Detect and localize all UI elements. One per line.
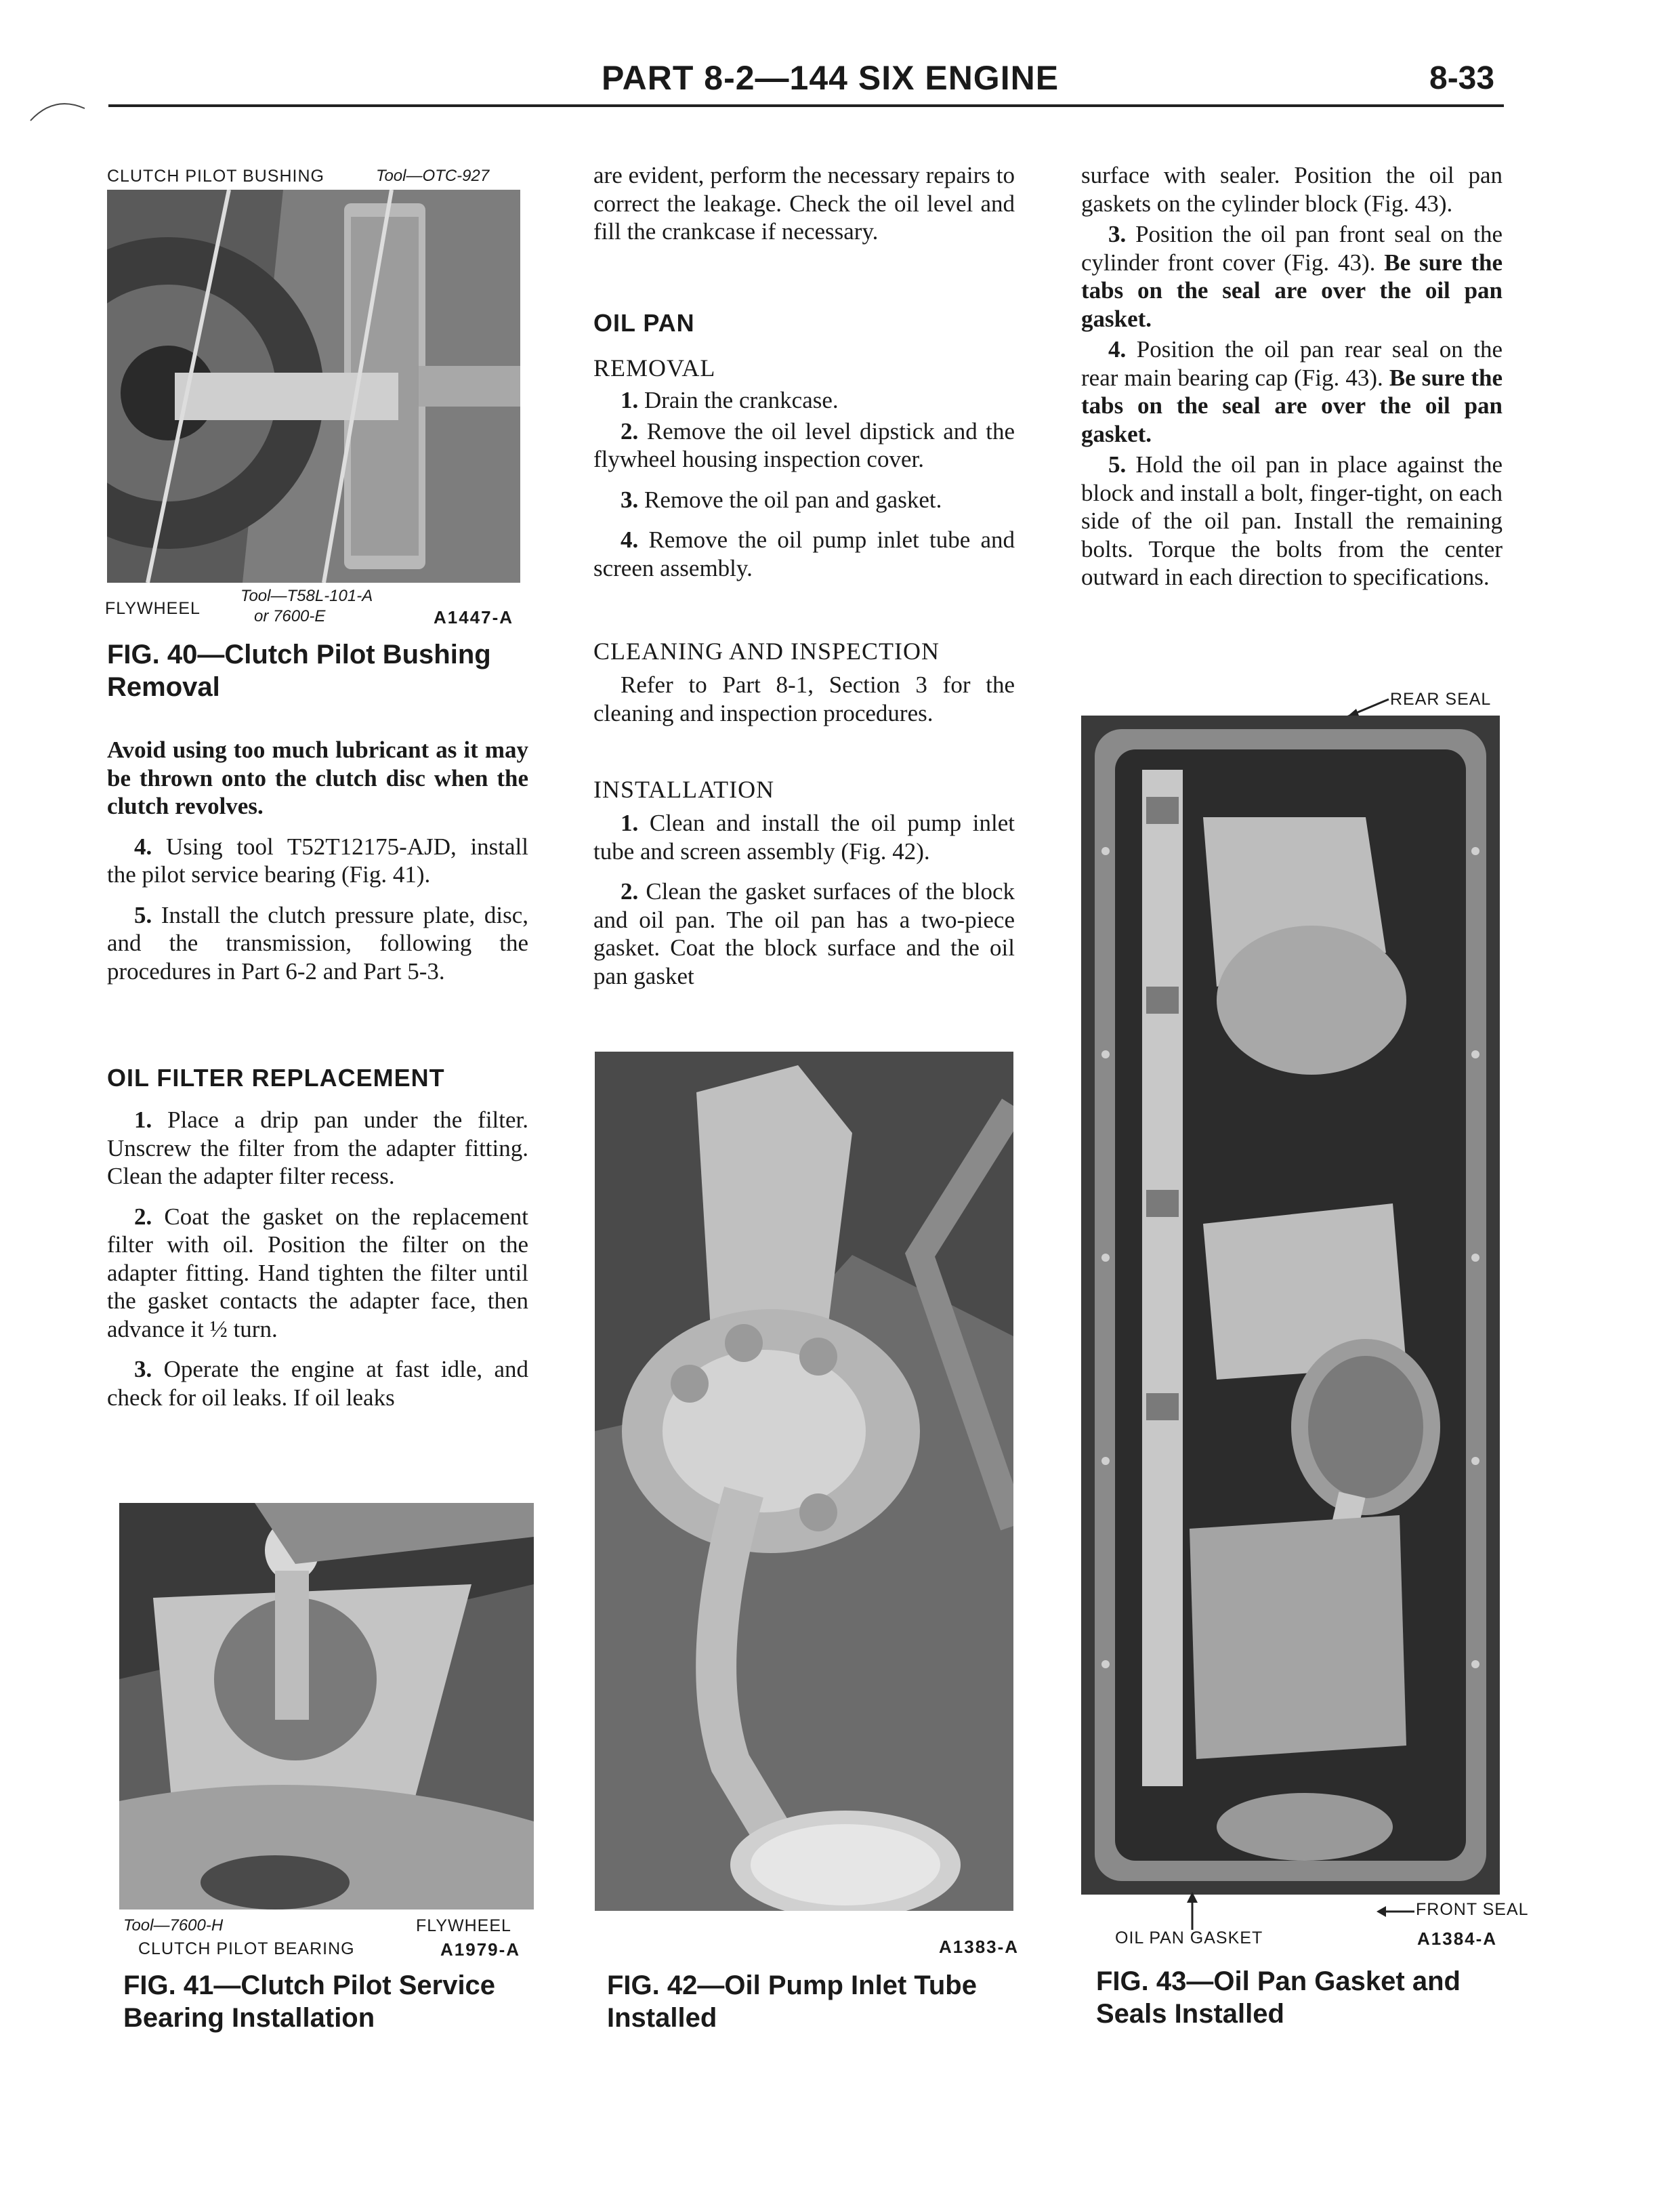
fig40-photo xyxy=(107,190,520,583)
col3-text xyxy=(1081,161,1503,604)
col3-continuation: surface with sealer. Position the oil pan gaskets on the cylinder block (Fig. 43). xyxy=(1081,162,1503,217)
removal-step2-num: 2. xyxy=(621,417,639,445)
cleaning-text: Refer to Part 8-1, Section 3 for the cleaning and inspection procedures. xyxy=(593,672,1015,726)
filter-step1-text: Place a drip pan under the filter. Unscrew the filter from the adapter fitting. Clean the adapter filter recess. xyxy=(107,1107,528,1189)
removal-step1-num: 1. xyxy=(621,387,639,413)
col3-step4-warning: Be sure the tabs on the seal are over the oil pan gasket. xyxy=(1081,364,1503,447)
col3-step5-text: Hold the oil pan in place against the block and install a bolt, finger-tight, on each side of the oil pan. Install the remaining bolts. Torque the bolts from the center outward in each direction to specifications. xyxy=(1081,451,1503,590)
col1-step4 xyxy=(107,833,528,889)
install-step2-num: 2. xyxy=(621,878,639,905)
fig40-photo-art xyxy=(107,190,520,583)
removal-step4-text: Remove the oil pump inlet tube and screen assembly. xyxy=(593,527,1015,581)
removal-step1 xyxy=(593,386,1015,415)
fig40-caption xyxy=(107,638,491,703)
heading-cleaning: CLEANING AND INSPECTION xyxy=(593,638,940,665)
col3-step5-num: 5. xyxy=(1108,451,1127,478)
fig40-caption-line2: Removal xyxy=(107,672,220,702)
fig41-label-tool: Tool—7600-H xyxy=(123,1916,224,1935)
filter-step2 xyxy=(107,1203,528,1344)
fig43-front-seal-arrow xyxy=(1375,1901,1416,1922)
fig41-caption xyxy=(123,1969,495,2034)
col1-text xyxy=(107,736,528,997)
col3-step3-warning: Be sure the tabs on the seal are over the oil pan gasket. xyxy=(1081,249,1503,332)
col2-install-text xyxy=(593,809,1015,1002)
page-header-title: PART 8-2—144 SIX ENGINE xyxy=(602,59,1059,97)
col3-step3-text: Position the oil pan front seal on the cylinder front cover (Fig. 43). xyxy=(1081,221,1503,276)
filter-step3-num: 3. xyxy=(134,1356,152,1382)
header-rule xyxy=(108,104,1504,107)
install-step1-num: 1. xyxy=(621,810,639,836)
col3-step5 xyxy=(1081,451,1503,592)
col3-step4 xyxy=(1081,335,1503,448)
fig43-photo-art xyxy=(1081,716,1500,1895)
fig40-label-tool2: Tool—T58L-101-A xyxy=(240,587,373,605)
fig40-label-tool: Tool—OTC-927 xyxy=(376,167,490,185)
fig43-label-gasket: OIL PAN GASKET xyxy=(1115,1928,1263,1947)
col3-step3-num: 3. xyxy=(1108,221,1127,247)
install-step1-text: Clean and install the oil pump inlet tube and screen assembly (Fig. 42). xyxy=(593,810,1015,865)
heading-oil-filter: OIL FILTER REPLACEMENT xyxy=(107,1064,445,1092)
fig40-label-flywheel: FLYWHEEL xyxy=(105,599,201,618)
filter-step1-num: 1. xyxy=(134,1107,152,1133)
filter-step1 xyxy=(107,1106,528,1191)
page-number: 8-33 xyxy=(1429,60,1495,96)
fig40-caption-line1: FIG. 40—Clutch Pilot Bushing xyxy=(107,640,491,669)
col1-step5-num: 5. xyxy=(134,901,152,928)
fig40-label-bushing: CLUTCH PILOT BUSHING xyxy=(107,167,324,186)
fig41-photo xyxy=(119,1503,534,1910)
col3-step4-num: 4. xyxy=(1108,336,1127,363)
fig40-label-tool3: or 7600-E xyxy=(254,607,326,625)
removal-step2-text: Remove the oil level dipstick and the flywheel housing inspection cover. xyxy=(593,417,1015,472)
col1-step5-text: Install the clutch pressure plate, disc, and the transmission, following the procedures in Part 6-2 and Part 5-3. xyxy=(107,901,528,985)
removal-step4 xyxy=(593,526,1015,582)
col2-removal-text xyxy=(593,386,1015,594)
removal-step3-text: Remove the oil pan and gasket. xyxy=(644,486,942,513)
col2-continuation: are evident, perform the necessary repairs to correct the leakage. Check the oil level and fill the crankcase if necessary. xyxy=(593,162,1015,245)
removal-step3-num: 3. xyxy=(621,486,639,513)
fig42-photo xyxy=(595,1052,1013,1911)
fig43-code: A1384-A xyxy=(1417,1928,1498,1949)
fig43-label-front-seal: FRONT SEAL xyxy=(1416,1900,1529,1919)
removal-step3 xyxy=(593,486,1015,514)
col1-step5 xyxy=(107,901,528,986)
filter-step2-num: 2. xyxy=(134,1203,152,1230)
removal-step2 xyxy=(593,417,1015,474)
col3-step4-text: Position the oil pan rear seal on the rear main bearing cap (Fig. 43). xyxy=(1081,336,1503,391)
fig41-caption-line2: Bearing Installation xyxy=(123,2003,375,2033)
heading-installation: INSTALLATION xyxy=(593,776,775,803)
filter-step3-text: Operate the engine at fast idle, and check for oil leaks. If oil leaks xyxy=(107,1356,529,1411)
fig42-code: A1383-A xyxy=(939,1937,1020,1957)
col1-filter-text xyxy=(107,1106,528,1424)
col2-text-top xyxy=(593,161,1015,258)
fig42-caption xyxy=(607,1969,977,2034)
fig41-code: A1979-A xyxy=(440,1939,521,1960)
fig42-caption-line2: Installed xyxy=(607,2003,717,2033)
filter-step2-text: Coat the gasket on the replacement filter with oil. Position the filter on the adapter fitting. Hand tighten the filter until the gasket contacts the adapter face, then advance it ½ turn. xyxy=(107,1203,528,1342)
col1-warning: Avoid using too much lubricant as it may be thrown onto the clutch disc when the clutch revolves. xyxy=(107,737,528,819)
fig40-code: A1447-A xyxy=(434,607,514,627)
heading-oil-pan: OIL PAN xyxy=(593,309,695,337)
removal-step1-text: Drain the crankcase. xyxy=(644,387,839,413)
fig43-caption-line1: FIG. 43—Oil Pan Gasket and xyxy=(1096,1966,1461,1996)
fig43-photo xyxy=(1081,716,1500,1895)
col2-cleaning-text xyxy=(593,671,1015,739)
fig43-caption-line2: Seals Installed xyxy=(1096,1999,1284,2029)
removal-step4-num: 4. xyxy=(621,527,639,553)
fig42-photo-art xyxy=(595,1052,1013,1911)
col3-step3 xyxy=(1081,220,1503,333)
filter-step3 xyxy=(107,1355,528,1411)
fig42-caption-line1: FIG. 42—Oil Pump Inlet Tube xyxy=(607,1970,977,2000)
corner-mark xyxy=(27,95,88,122)
fig41-photo-art xyxy=(119,1503,534,1910)
fig43-gasket-arrow xyxy=(1179,1891,1206,1931)
fig41-label-flywheel: FLYWHEEL xyxy=(416,1916,511,1935)
heading-removal: REMOVAL xyxy=(593,354,716,381)
col1-step4-text: Using tool T52T12175-AJD, install the pilot service bearing (Fig. 41). xyxy=(107,833,529,888)
install-step2-text: Clean the gasket surfaces of the block and oil pan. The oil pan has a two-piece gasket. Coat the block surface and the oil pan gasket xyxy=(593,878,1015,989)
fig43-label-rear-seal: REAR SEAL xyxy=(1390,690,1492,709)
install-step1 xyxy=(593,809,1015,865)
col1-step4-num: 4. xyxy=(134,833,152,860)
fig43-caption xyxy=(1096,1965,1461,2030)
install-step2 xyxy=(593,878,1015,990)
fig41-caption-line1: FIG. 41—Clutch Pilot Service xyxy=(123,1970,496,2000)
fig41-label-bearing: CLUTCH PILOT BEARING xyxy=(138,1939,355,1958)
